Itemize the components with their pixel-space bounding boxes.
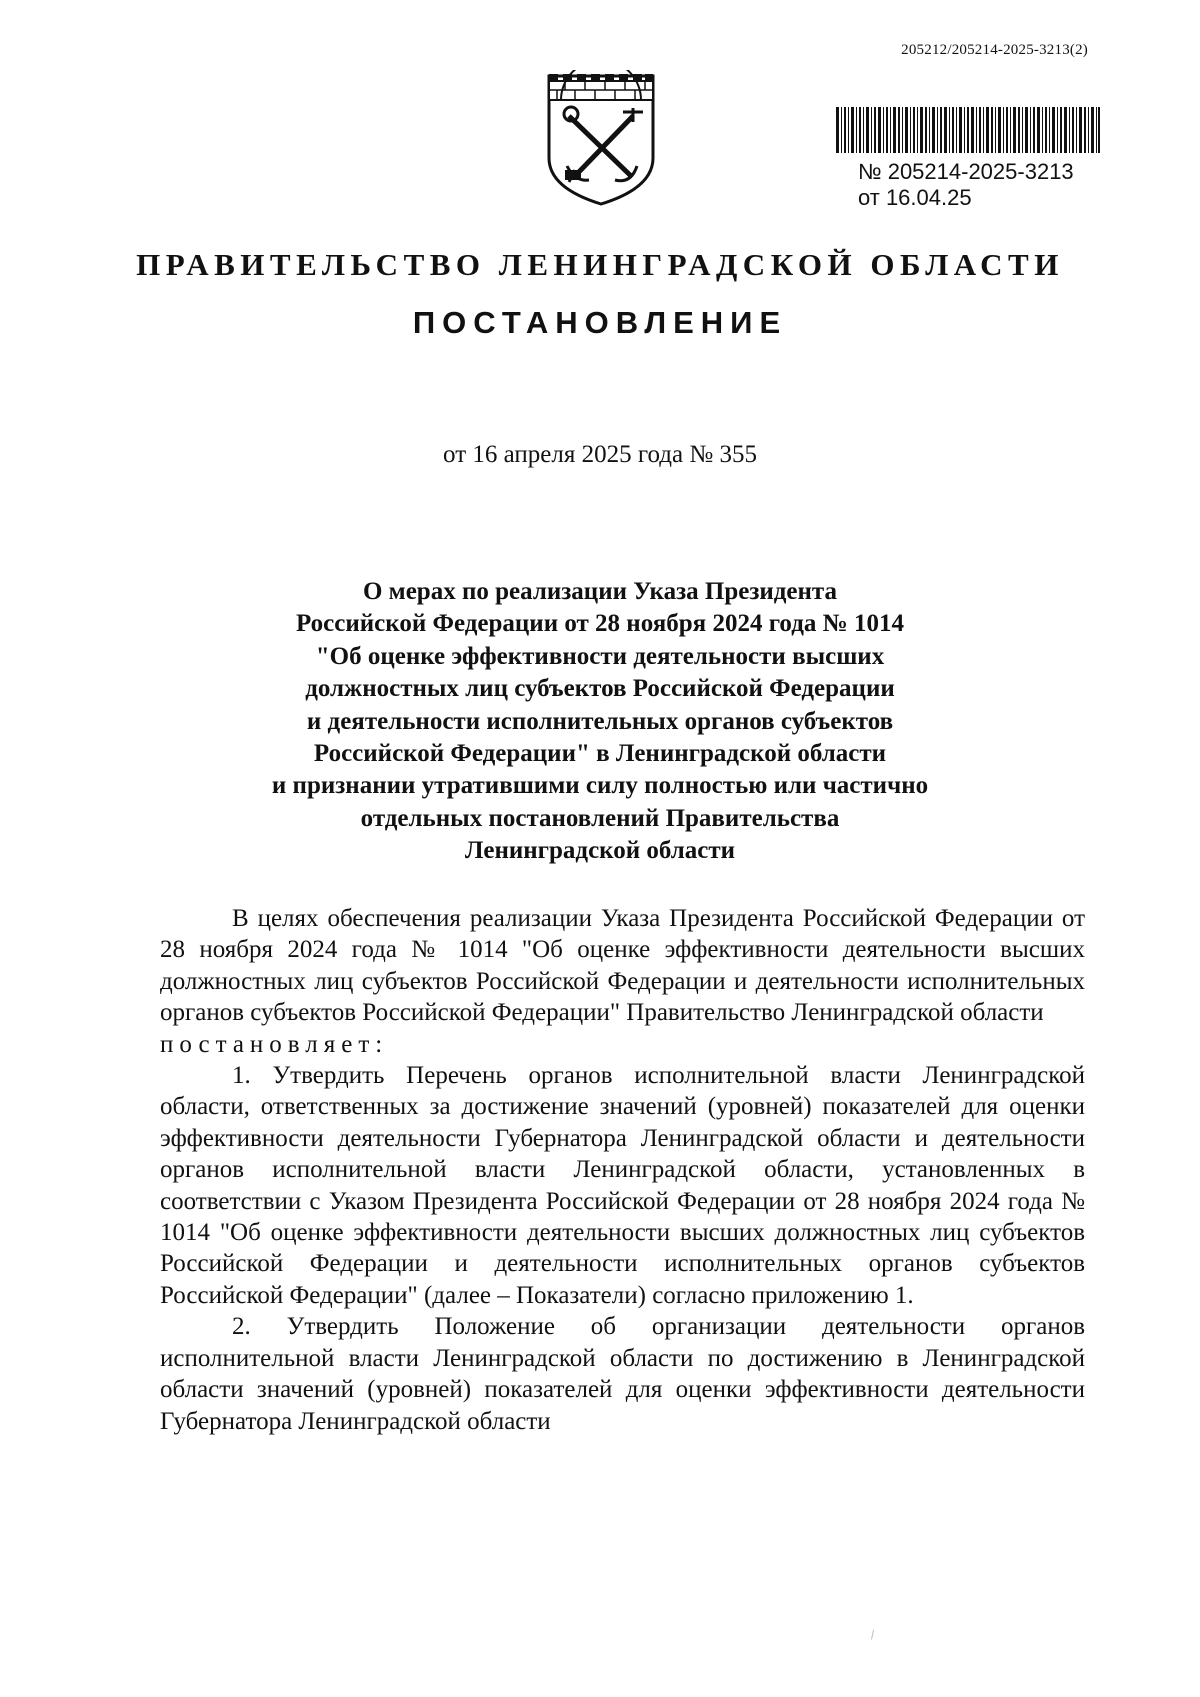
document-type-title: ПОСТАНОВЛЕНИЕ <box>412 305 788 340</box>
item-1-paragraph: 1. Утвердить Перечень органов исполнительной власти Ленинградской области, ответственных за достижение значений (уровней) показателей для оценки эффективности деятельности Губернатора Ленинградской области и деятельности органов исполнительной власти Ленинградской области, установленных в соответствии с Указом Президента Российской Федерации от 28 ноября 2024 года № 1014 "Об оценке эффективности деятельности высших должностных лиц субъектов Российской Федерации и деятельности исполнительных органов субъектов Российской Федерации" (далее – Показатели) согласно приложению 1. <box>160 1062 1085 1309</box>
document-reference-number: 205212/205214-2025-3213(2) <box>901 42 1088 58</box>
barcode-icon <box>836 107 1100 153</box>
government-title: ПРАВИТЕЛЬСТВО ЛЕНИНГРАДСКОЙ ОБЛАСТИ <box>136 247 1064 282</box>
heading-line: должностных лиц субъектов Российской Федерации <box>305 675 895 703</box>
document-heading <box>0 576 1200 868</box>
item-2-paragraph: 2. Утвердить Положение об организации деятельности органов исполнительной власти Ленинградской области по достижению в Ленинградской области значений (уровней) показателей для оценки эффективности деятельности Губернатора Ленинградской области <box>160 1313 1085 1435</box>
preamble-paragraph: В целях обеспечения реализации Указа Президента Российской Федерации от 28 ноября 2024 года № 1014 "Об оценке эффективности деятельности высших должностных лиц субъектов Российской Федерации и деятельности исполнительных органов субъектов Российской Федерации" Правительство Ленинградской области <box>160 905 1085 1027</box>
heading-line: О мерах по реализации Указа Президента <box>362 578 838 605</box>
heading-line: и признании утратившими силу полностью или частично <box>271 772 929 800</box>
registration-date: от 16.04.25 <box>858 185 972 210</box>
decree-word <box>160 1029 1085 1060</box>
decree-word-text: постановляет: <box>160 1030 389 1058</box>
heading-line: Российской Федерации от 28 ноября 2024 года № 1014 <box>296 610 904 638</box>
scan-mark <box>871 1630 877 1641</box>
heading-line: отдельных постановлений Правительства <box>360 804 840 832</box>
heading-line: и деятельности исполнительных органов субъектов <box>306 707 894 735</box>
registration-number: № 205214-2025-3213 <box>858 159 1074 184</box>
heading-line: "Об оценке эффективности деятельности высших <box>315 642 885 670</box>
document-body <box>160 903 1085 1437</box>
heading-line: Ленинградской области <box>464 837 736 865</box>
barcode-block <box>836 107 1102 211</box>
document-date-number: от 16 апреля 2025 года № 355 <box>443 441 757 468</box>
coat-of-arms-icon <box>545 70 657 206</box>
heading-line: Российской Федерации" в Ленинградской области <box>313 740 887 768</box>
